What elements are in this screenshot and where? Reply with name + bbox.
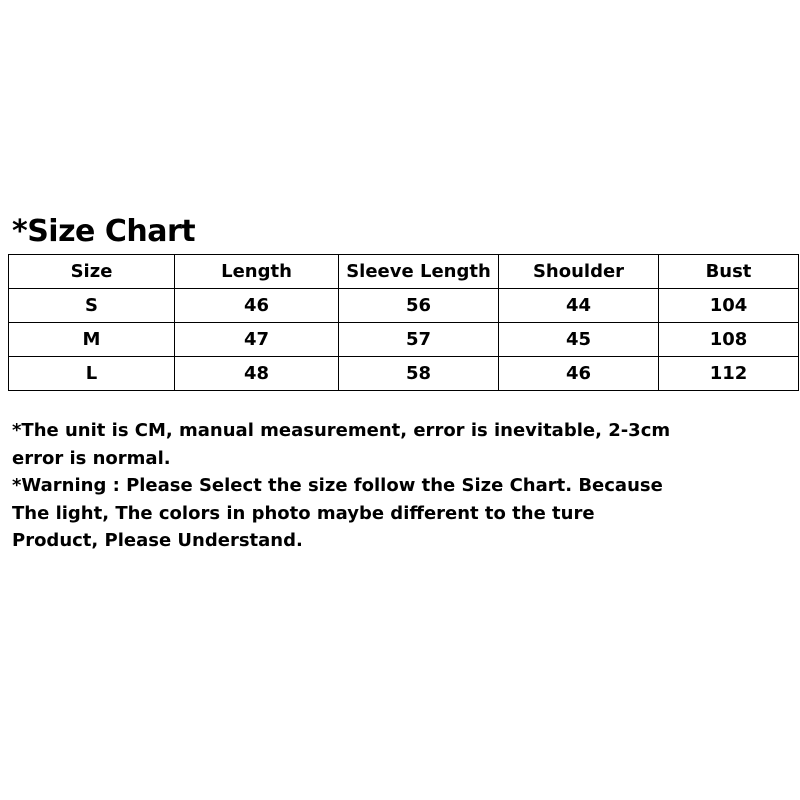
cell-shoulder: 46 [499, 357, 659, 391]
size-chart-table [8, 254, 799, 391]
unit-note: *The unit is CM, manual measurement, error is inevitable, 2-3cm error is normal. [12, 420, 671, 469]
warning-note: *Warning : Please Select the size follow the Size Chart. Because The light, The colors in photo maybe different to the ture Product, Please Understand. [12, 475, 663, 551]
cell-length: 48 [175, 357, 339, 391]
notes-block [12, 417, 672, 555]
header-size: Size [9, 255, 175, 289]
cell-length: 47 [175, 323, 339, 357]
table-row [9, 357, 799, 391]
cell-sleeve-length: 58 [339, 357, 499, 391]
cell-length: 46 [175, 289, 339, 323]
table-row [9, 289, 799, 323]
header-bust: Bust [659, 255, 799, 289]
header-shoulder: Shoulder [499, 255, 659, 289]
cell-shoulder: 45 [499, 323, 659, 357]
header-length: Length [175, 255, 339, 289]
header-sleeve-length: Sleeve Length [339, 255, 499, 289]
table-header-row [9, 255, 799, 289]
cell-shoulder: 44 [499, 289, 659, 323]
cell-bust: 104 [659, 289, 799, 323]
cell-bust: 108 [659, 323, 799, 357]
cell-sleeve-length: 57 [339, 323, 499, 357]
cell-size: S [9, 289, 175, 323]
cell-sleeve-length: 56 [339, 289, 499, 323]
cell-size: M [9, 323, 175, 357]
table-row [9, 323, 799, 357]
cell-bust: 112 [659, 357, 799, 391]
page-title: *Size Chart [12, 214, 196, 249]
cell-size: L [9, 357, 175, 391]
